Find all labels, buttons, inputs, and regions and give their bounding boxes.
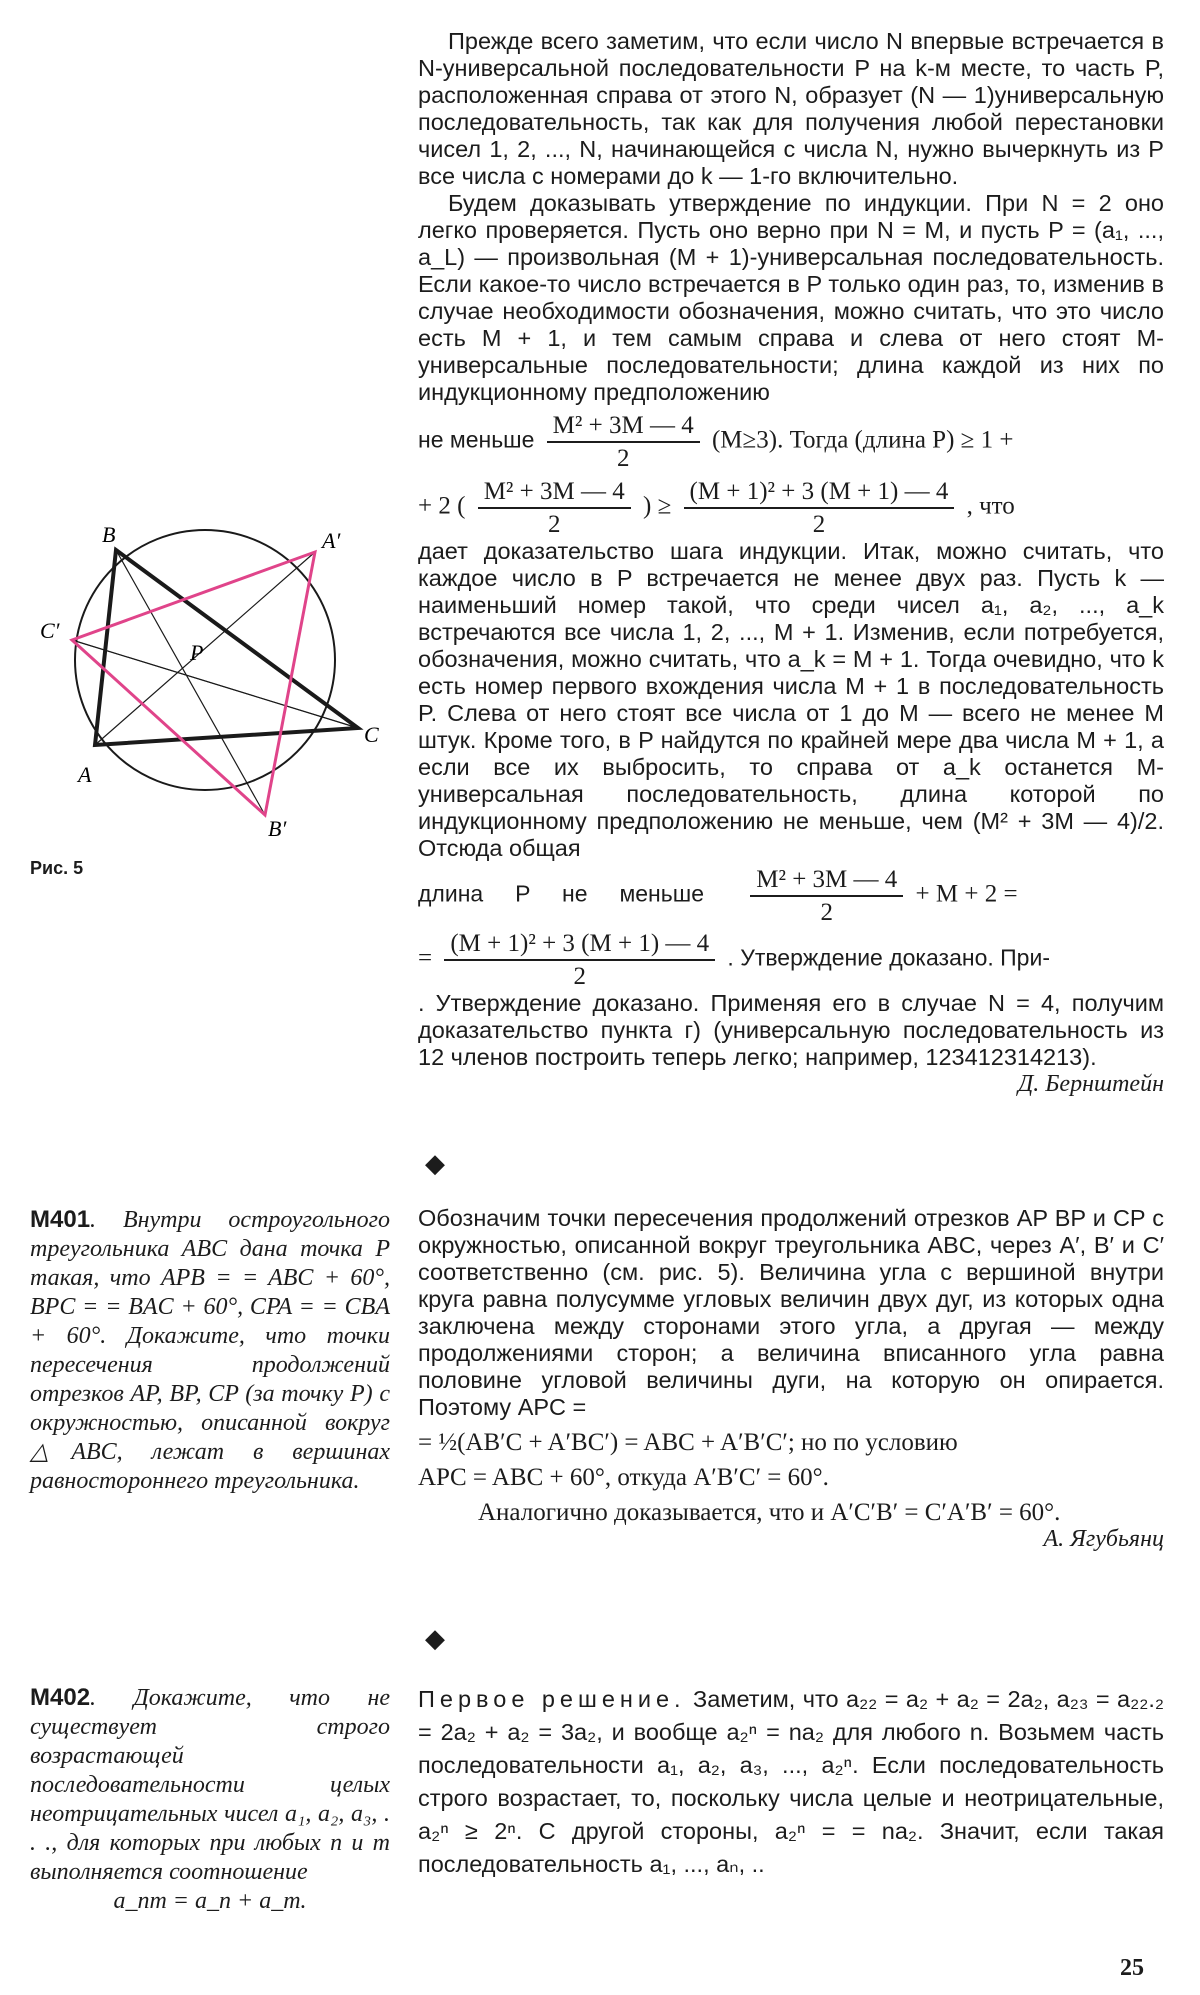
label-c1: C′	[40, 618, 60, 643]
formula-mid: (M≥3). Тогда (длина P) ≥ 1 +	[711, 426, 1014, 454]
fraction-3-num: (M + 1)² + 3 (M + 1) — 4	[684, 478, 955, 509]
signature-bernstein: Д. Бернштейн	[1018, 1071, 1164, 1097]
solution-eq3: Аналогично доказывается, что и A′C′B′ = C′A′B′ = 60°.	[478, 1499, 1061, 1526]
problem-text: . Докажите, что не существует строго возрастающей последовательности целых неотрицательных чисел a₁, a₂, a₃, . . ., для которых при любых n и m выполняется соотношение	[30, 1685, 390, 1885]
fraction-1-den: 2	[616, 445, 630, 472]
formula-line-1	[418, 412, 1164, 472]
fraction-1	[547, 412, 700, 472]
formula-lead: не меньше	[418, 426, 535, 453]
label-b1: B′	[268, 816, 287, 841]
line-b-b1	[116, 550, 265, 815]
solution-text: Обозначим точки пересечения продолжений отрезков AP BP и CP с окружностью, описанной вокруг треугольника ABC, через A′, B′ и C′ соответственно (см. рис. 5). Величина угла с вершиной внутри круга равна полусумме угловых величин двух дуг, из которых одна заключена между сторонами этого угла, а другая — между продолжениями сторон; а величина вписанного угла равна половине угловой величины дуги, на которую он опирается. Поэтому APC =	[418, 1205, 1164, 1420]
p3-lead: длина P не меньше	[418, 880, 704, 907]
eq2-mid: ) ≥	[643, 492, 672, 520]
solution-eq1: = ½(AB′C + A′BC′) = ABC + A′B′C′; но по условию	[418, 1429, 958, 1456]
problem-relation: a_nm = a_n + a_m.	[113, 1888, 307, 1914]
label-a: A	[78, 762, 92, 787]
paragraph-2: Будем доказывать утверждение по индукции. При N = 2 оно легко проверяется. Пусть оно верно при N = M, и пусть P = (a₁, ..., a_L) — произвольная (M + 1)-универсальная последовательность. Если какое-то число встречается в P только один раз, то, изменив в случае необходимости обозначения, можно считать, что это число есть M + 1, и тем самым справа и слева от него стоят M-универсальные последовательности; длина каждой из них по индукционному предположению	[418, 190, 1164, 405]
fraction-5	[444, 930, 715, 990]
triangle-a1b1c1	[72, 552, 315, 815]
fraction-4	[750, 866, 903, 926]
eq2-lead: + 2 (	[418, 492, 466, 520]
page-number: 25	[1120, 1955, 1144, 1981]
formula-line-3	[418, 866, 1164, 926]
signature-yagubyants: А. Ягубьянц	[1043, 1526, 1164, 1552]
eq2-tail: , что	[966, 492, 1015, 520]
solution-text	[418, 1683, 1164, 1881]
solution-eq2: APC = ABC + 60°, откуда A′B′C′ = 60°.	[418, 1464, 829, 1491]
fraction-5-num: (M + 1)² + 3 (M + 1) — 4	[444, 930, 715, 961]
problem-number: М401	[30, 1206, 91, 1233]
separator-diamond: ◆	[425, 1148, 445, 1178]
figure-caption: Рис. 5	[30, 858, 84, 878]
problem-number: М402	[30, 1684, 91, 1711]
problem-m402	[30, 1683, 390, 1916]
fraction-2-den: 2	[547, 511, 561, 538]
paragraph-4-start: . Утверждение доказано. При-	[727, 944, 1050, 971]
solution-m402	[418, 1683, 1164, 1881]
paragraph-4: . Утверждение доказано. Применяя его в случае N = 4, получим доказательство пункта г) (универсальную последовательность из 12 членов построить теперь легко; например, 123412314213).	[418, 990, 1164, 1070]
label-c: C	[364, 722, 379, 747]
label-p: P	[190, 640, 204, 665]
line-c1-c	[72, 640, 358, 728]
fraction-4-den: 2	[820, 899, 834, 926]
solution-m401	[418, 1205, 1164, 1553]
fraction-5-den: 2	[573, 963, 587, 990]
problem-text: . Внутри остроугольного треугольника ABC дана точка P такая, что APB = = ABC + 60°, BPC = = BAC + 60°, CPA = = CBA + 60°. Докажите, что точки пересечения продолжений отрезков AP, BP, CP (за точку P) с окружностью, описанной вокруг △ABC, лежат в вершинах равностороннего треугольника.	[30, 1207, 390, 1494]
fraction-2-num: M² + 3M — 4	[478, 478, 631, 509]
line-a-a1	[95, 552, 315, 745]
separator-diamond: ◆	[425, 1623, 445, 1653]
paragraph-1: Прежде всего заметим, что если число N впервые встречается в N-универсальной последовательности P на k-м месте, то часть P, расположенная справа от этого N, образует (N — 1)универсальную последовательность, так как для получения любой перестановки чисел 1, 2, ..., N, начинающейся с числа N, нужно вычеркнуть из P все числа с номерами до k — 1-го включительно.	[418, 28, 1164, 189]
solution-heading: Первое решение.	[418, 1686, 686, 1712]
problem-m401	[30, 1205, 390, 1496]
fraction-3-den: 2	[812, 511, 826, 538]
formula-line-2	[418, 478, 1164, 538]
fraction-1-num: M² + 3M — 4	[547, 412, 700, 443]
eq4-lead: =	[418, 944, 433, 972]
label-b: B	[102, 522, 116, 547]
main-text-top	[418, 28, 1164, 1098]
fraction-2	[478, 478, 631, 538]
p3-tail: + M + 2 =	[915, 880, 1018, 908]
label-a1: A′	[322, 528, 341, 553]
solution-body: Заметим, что a₂₂ = a₂ + a₂ = 2a₂, a₂₃ = a₂₂.₂ = 2a₂ + a₂ = 3a₂, и вообще a₂ⁿ = na₂ для любого n. Возьмем часть последовательности a₁, a₂, a₃, ..., a₂ⁿ. Если последовательность строго возрастает, то, поскольку числа целые и неотрицательные, a₂ⁿ ≥ 2ⁿ. С другой стороны, a₂ⁿ = = na₂. Значит, если такая последовательность a₁, ..., aₙ, ..	[418, 1686, 1165, 1877]
figure-5	[40, 520, 379, 841]
formula-line-4	[418, 930, 1164, 990]
fraction-3	[684, 478, 955, 538]
paragraph-3: дает доказательство шага индукции. Итак, можно считать, что каждое число в P встречается не менее двух раз. Пусть k — наименьший номер такой, что среди чисел a₁, a₂, ..., a_k встречаются все числа 1, 2, ..., M + 1. Изменив, если потребуется, обозначения, можно считать, что a_k = M + 1. Тогда очевидно, что k есть номер первого вхождения числа M + 1 в последовательность P. Слева от него стоят все числа от 1 до M — всего не менее M штук. Кроме того, в P найдутся по крайней мере два числа M + 1, а если все их выбросить, то справа от a_k останется M-универсальная последовательность, длина которой по индукционному предположению не меньше, чем (M² + 3M — 4)/2. Отсюда общая	[418, 538, 1164, 861]
fraction-4-num: M² + 3M — 4	[750, 866, 903, 897]
